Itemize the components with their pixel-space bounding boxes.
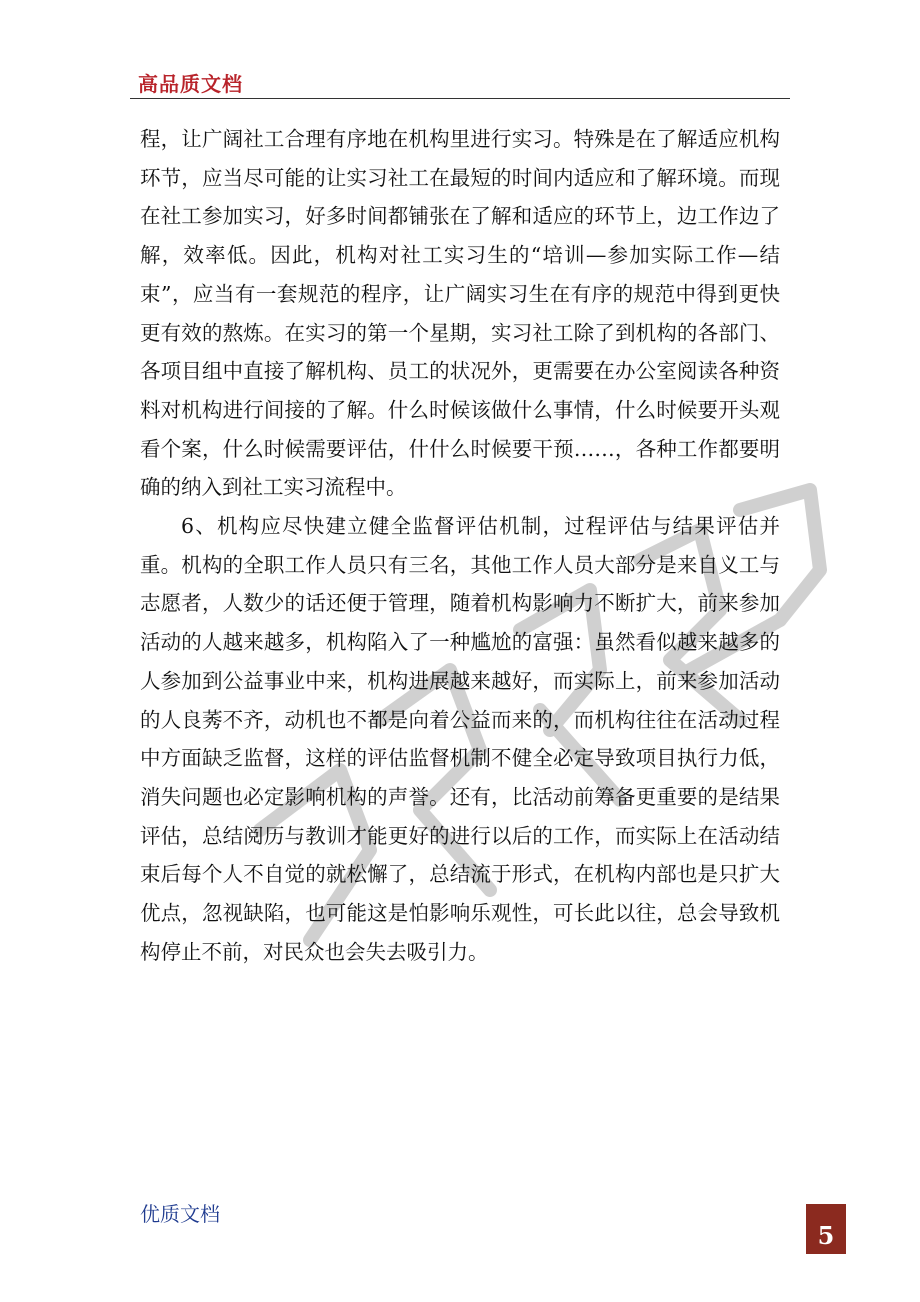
paragraph: 程，让广阔社工合理有序地在机构里进行实习。特殊是在了解适应机构环节，应当尽可能的让实习社工在最短的时间内适应和了解环境。而现在社工参加实习，好多时间都铺张在了解和适应的环节上，边工作边了解，效率低。因此，机构对社工实习生的“培训—参加实际工作—结束”，应当有一套规范的程序，让广阔实习生在有序的规范中得到更快更有效的熬炼。在实习的第一个星期，实习社工除了到机构的各部门、各项目组中直接了解机构、员工的状况外，更需要在办公室阅读各种资料对机构进行间接的了解。什么时候该做什么事情，什么时候要开头观看个案，什么时候需要评估，什什么时候要干预……，各种工作都要明确的纳入到社工实习流程中。 bbox=[140, 127, 780, 500]
page-number-badge bbox=[806, 1204, 846, 1254]
footer-label: 优质文档 bbox=[140, 1202, 220, 1226]
page-number: 5 bbox=[817, 1221, 835, 1250]
page-footer bbox=[130, 1196, 850, 1256]
paragraph: 6、机构应尽快建立健全监督评估机制，过程评估与结果评估并重。机构的全职工作人员只有三名，其他工作人员大部分是来自义工与志愿者，人数少的话还便于管理，随着机构影响力不断扩大，前来参加活动的人越来越多，机构陷入了一种尴尬的富强：虽然看似越来越多的人参加到公益事业中来，机构进展越来越好，而实际上，前来参加活动的人良莠不齐，动机也不都是向着公益而来的，而机构往往在活动过程中方面缺乏监督，这样的评估监督机制不健全必定导致项目执行力低，消失问题也必定影响机构的声誉。还有，比活动前筹备更重要的是结果评估，总结阅历与教训才能更好的进行以后的工作，而实际上在活动结束后每个人不自觉的就松懈了，总结流于形式，在机构内部也是只扩大优点，忽视缺陷，也可能这是怕影响乐观性，可长此以往，总会导致机构停止不前，对民众也会失去吸引力。 bbox=[140, 514, 780, 964]
page-header bbox=[130, 64, 790, 99]
header-title: 高品质文档 bbox=[138, 72, 243, 96]
document-body bbox=[140, 120, 780, 971]
